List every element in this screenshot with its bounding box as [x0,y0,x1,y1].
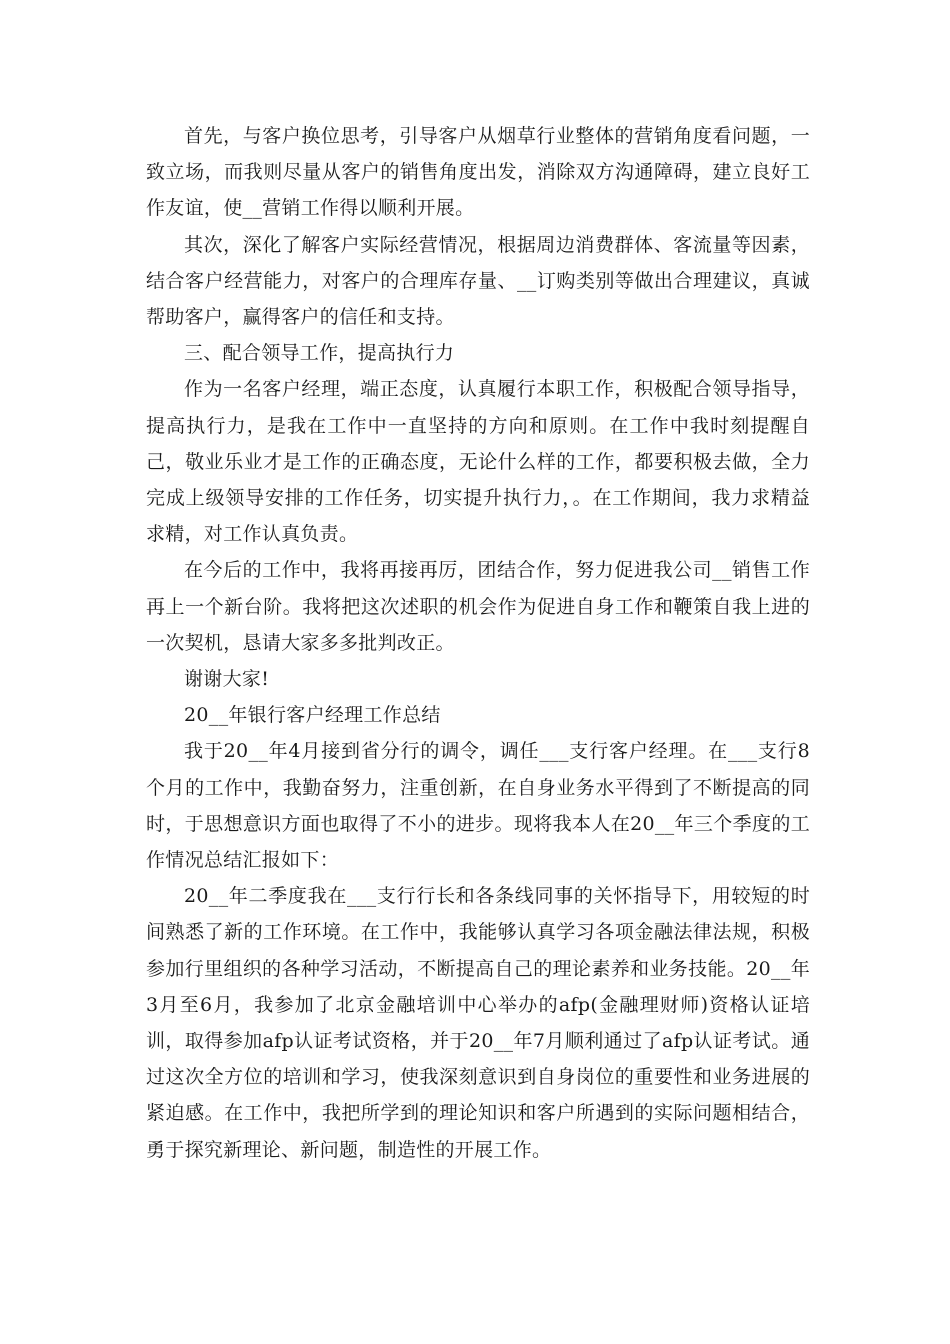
document-title: 20__年银行客户经理工作总结 [184,704,441,727]
paragraph-3: 作为一名客户经理，端正态度，认真履行本职工作，积极配合领导指导，提高执行力，是我在工作中一直坚持的方向和原则。在工作中我时刻提醒自己，敬业乐业才是工作的正确态度，无论什么样的工作，都要积极去做，全力完成上级领导安排的工作任务，切实提升执行力，。在工作期间，我力求精益求精，对工作认真负责。 [146,378,810,546]
paragraph-2: 其次，深化了解客户实际经营情况，根据周边消费群体、客流量等因素，结合客户经营能力，对客户的合理库存量、__订购类别等做出合理建议，真诚帮助客户，赢得客户的信任和支持。 [146,233,810,329]
paragraph-4: 在今后的工作中，我将再接再厉，团结合作，努力促进我公司__销售工作再上一个新台阶。我将把这次述职的机会作为促进自身工作和鞭策自我上进的一次契机，恳请大家多多批判改正。 [146,559,810,654]
document-body [146,118,810,1168]
paragraph-6: 20__年二季度我在___支行行长和各条线同事的关怀指导下，用较短的时间熟悉了新的工作环境。在工作中，我能够认真学习各项金融法律法规，积极参加行里组织的各种学习活动，不断提高自己的理论素养和业务技能。20__年3月至6月，我参加了北京金融培训中心举办的afp(金融理财师)资格认证培训，取得参加afp认证考试资格，并于20__年7月顺利通过了afp认证考试。通过这次全方位的培训和学习，使我深刻意识到自身岗位的重要性和业务进展的紧迫感。在工作中，我把所学到的理论知识和客户所遇到的实际问题相结合，勇于探究新理论、新问题，制造性的开展工作。 [146,885,810,1161]
paragraph-5: 我于20__年4月接到省分行的调令，调任___支行客户经理。在___支行8个月的工作中，我勤奋努力，注重创新，在自身业务水平得到了不断提高的同时，于思想意识方面也取得了不小的进步。现将我本人在20__年三个季度的工作情况总结汇报如下： [146,740,810,872]
paragraph-1: 首先，与客户换位思考，引导客户从烟草行业整体的营销角度看问题，一致立场，而我则尽量从客户的销售角度出发，消除双方沟通障碍，建立良好工作友谊，使__营销工作得以顺利开展。 [146,125,810,220]
closing-thanks: 谢谢大家! [184,668,270,691]
section-heading: 三、配合领导工作，提高执行力 [184,342,455,365]
